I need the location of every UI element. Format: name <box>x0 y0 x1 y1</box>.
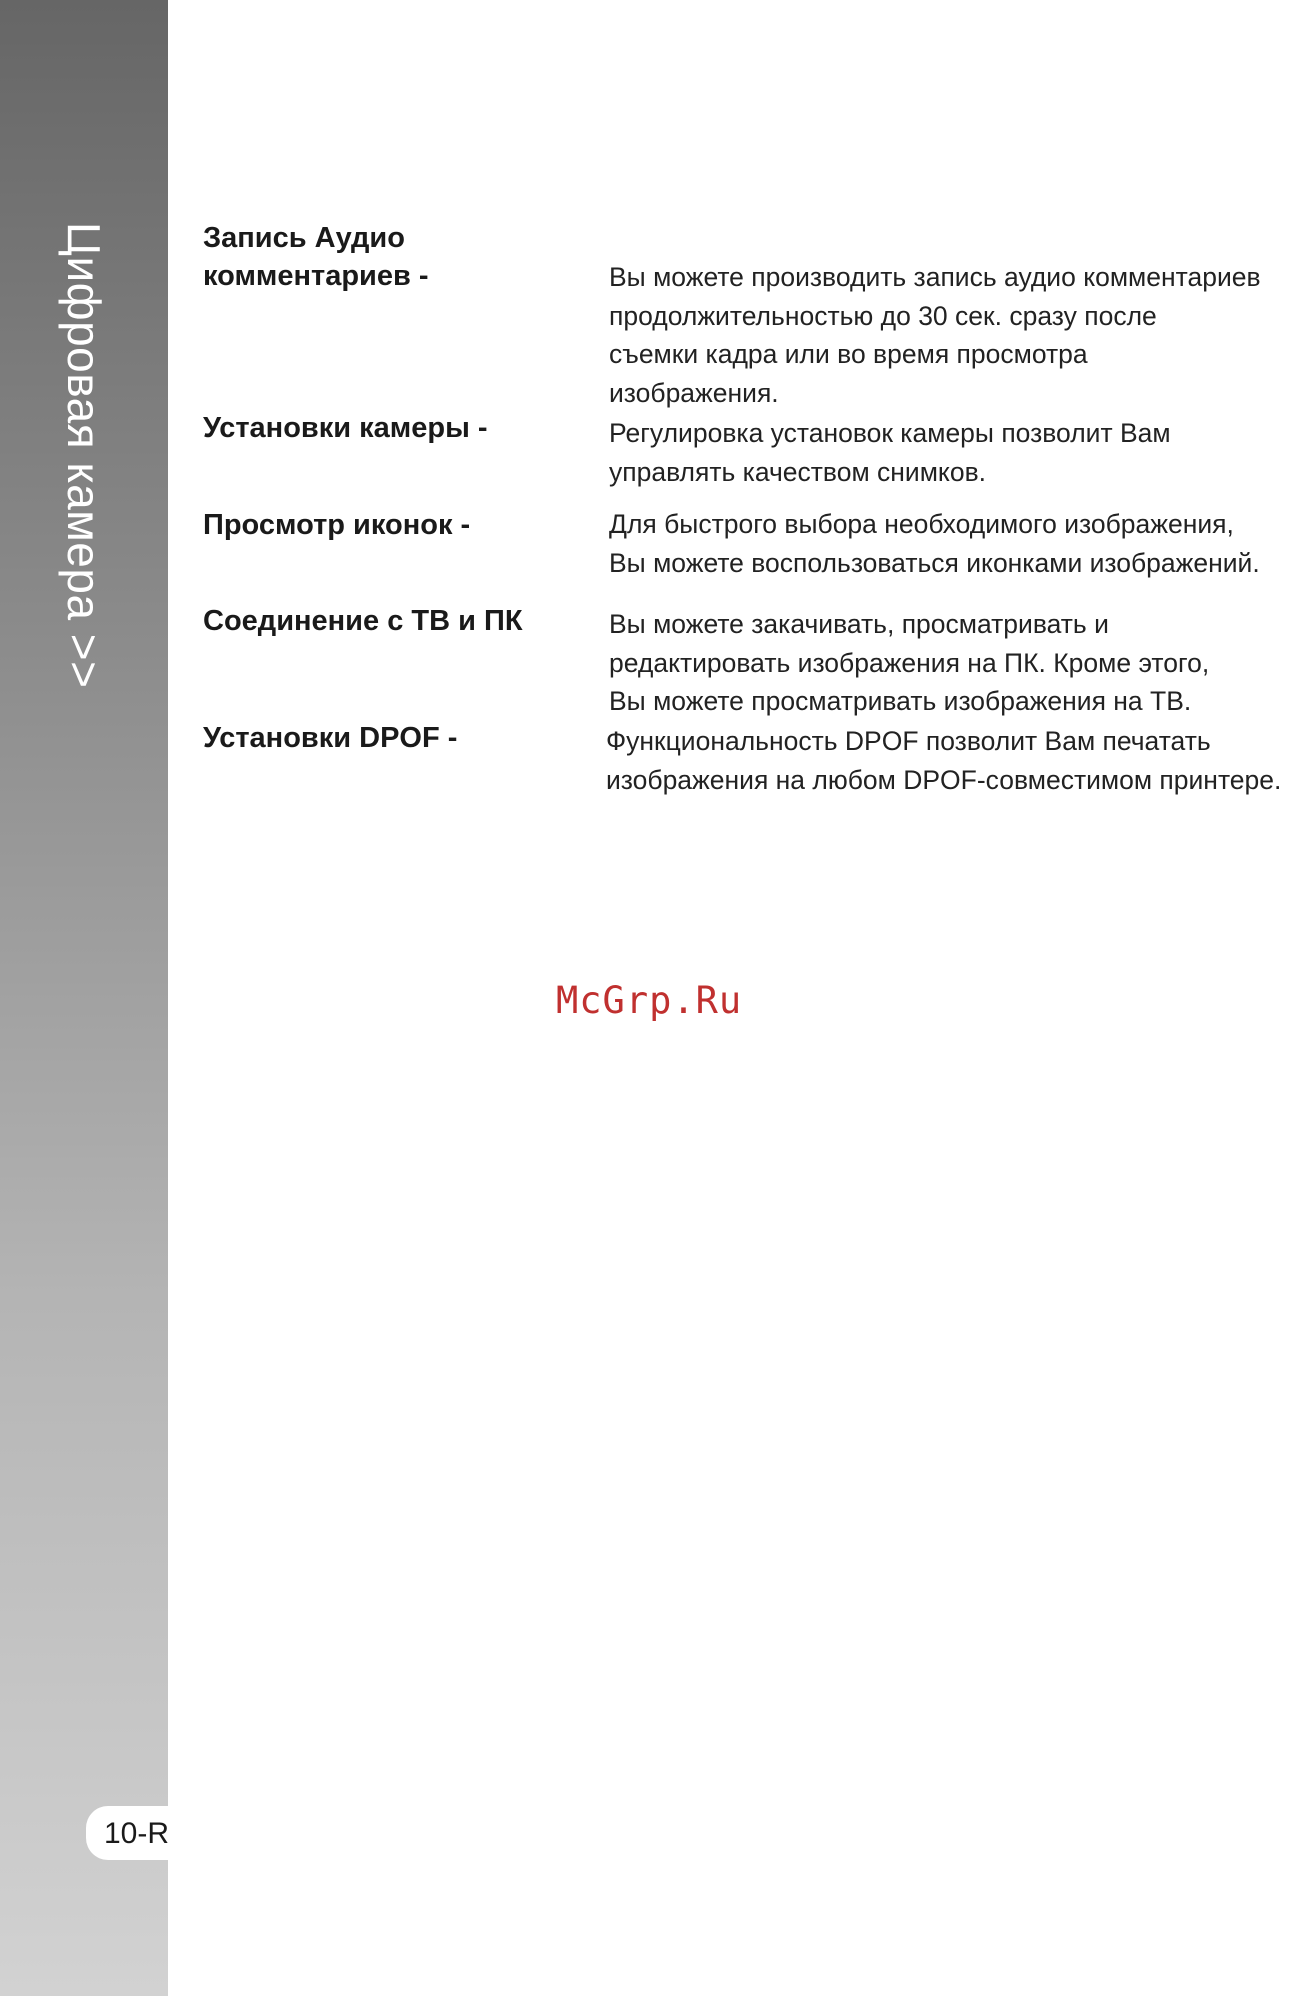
desc-dpof-settings <box>606 722 1281 799</box>
desc-camera-settings <box>609 414 1171 491</box>
desc-line: Для быстрого выбора необходимого изображения, <box>609 509 1234 539</box>
desc-line: редактировать изображения на ПК. Кроме этого, <box>609 647 1210 678</box>
term-thumbnail-view: Просмотр иконок - <box>203 509 471 541</box>
desc-line: Вы можете производить запись аудио комментариев <box>609 262 1261 292</box>
watermark: McGrp.Ru <box>556 979 743 1022</box>
sidebar-title: Цифровая камера >> <box>58 222 110 689</box>
desc-line: Вы можете закачивать, просматривать и <box>609 609 1109 639</box>
desc-line: изображения. <box>609 377 779 408</box>
term-dpof-settings: Установки DPOF - <box>203 722 458 754</box>
page-number: 10-R <box>104 1817 170 1850</box>
desc-line: Функциональность DPOF позволит Вам печатать <box>606 726 1211 756</box>
desc-line: управлять качеством снимков. <box>609 456 987 487</box>
term-camera-settings: Установки камеры - <box>203 412 488 444</box>
desc-line: продолжительностью до 30 сек. сразу после <box>609 300 1157 331</box>
desc-line: изображения на любом DPOF-совместимом принтере. <box>606 764 1282 795</box>
term-audio-comments-line-2: комментариев - <box>203 260 429 292</box>
sidebar-band <box>0 0 168 1996</box>
desc-line: Вы можете просматривать изображения на ТВ. <box>609 686 1192 716</box>
desc-line: Регулировка установок камеры позволит Вам <box>609 418 1171 448</box>
desc-thumbnail-view <box>609 505 1260 582</box>
desc-audio-comments <box>609 258 1261 412</box>
term-audio-comments-line-1: Запись Аудио <box>203 222 405 254</box>
desc-line: Вы можете воспользоваться иконками изображений. <box>609 547 1260 578</box>
term-tv-pc-connection: Соединение с ТВ и ПК <box>203 605 523 637</box>
desc-tv-pc-connection <box>609 605 1209 721</box>
desc-line: съемки кадра или во время просмотра <box>609 339 1088 369</box>
